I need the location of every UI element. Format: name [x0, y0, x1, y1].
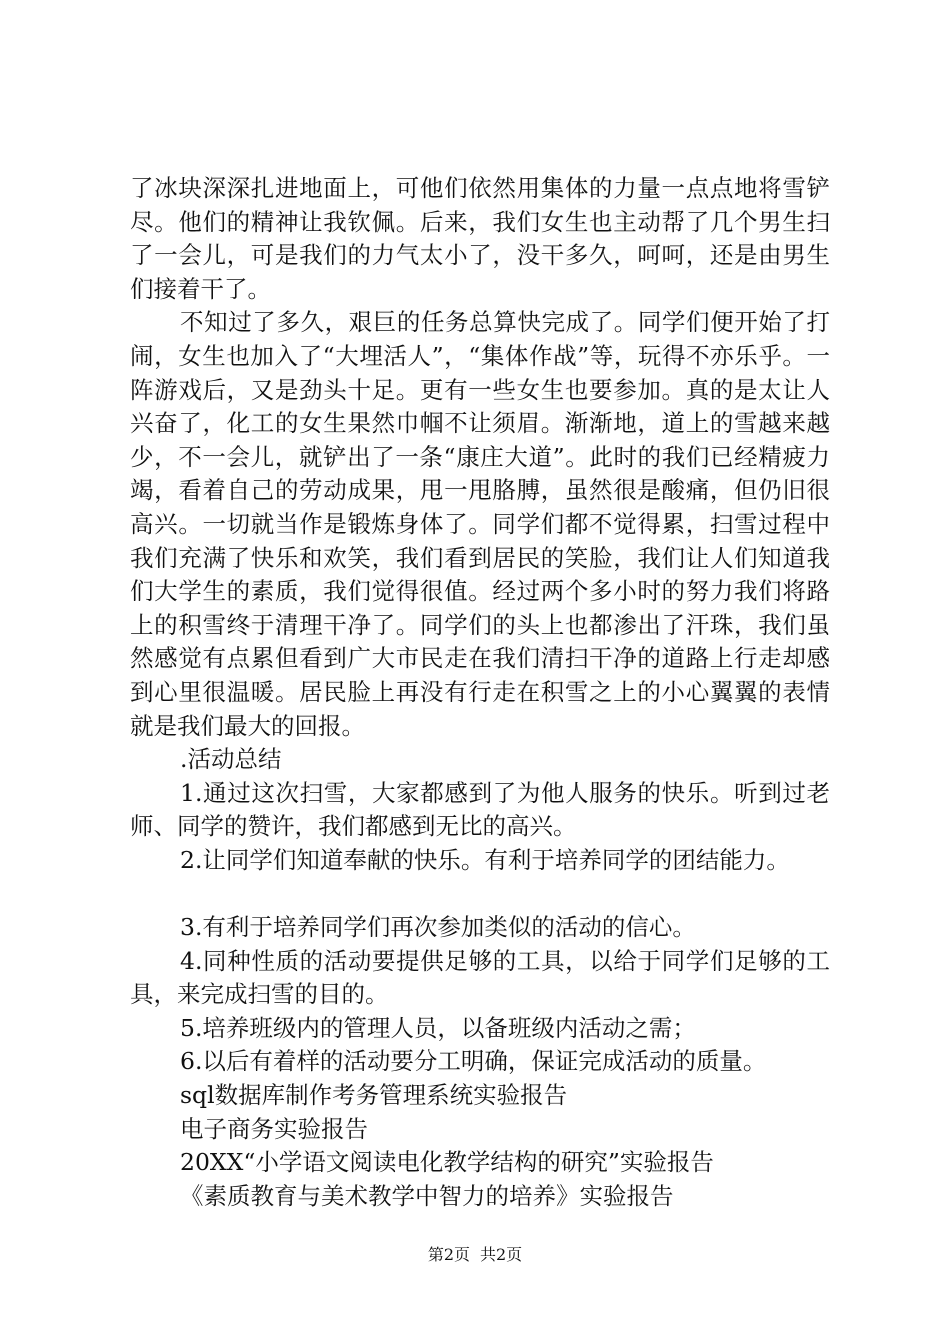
related-link-sql-report[interactable]: sql数据库制作考务管理系统实验报告: [180, 1081, 568, 1110]
related-link-chinese-reading-report[interactable]: 20XX“小学语文阅读电化教学结构的研究”实验报告: [180, 1148, 714, 1177]
page-number: 第2页: [427, 1245, 470, 1264]
document-body: [130, 172, 830, 1213]
summary-item-4: 4.同种性质的活动要提供足够的工具，以给于同学们足够的工具，来完成扫雪的目的。: [130, 946, 830, 1009]
summary-item-6: 6.以后有着样的活动要分工明确，保证完成活动的质量。: [180, 1047, 767, 1076]
related-link-ecommerce-report[interactable]: 电子商务实验报告: [180, 1114, 368, 1143]
summary-item-1: 1.通过这次扫雪，大家都感到了为他人服务的快乐。听到过老师、同学的赞许，我们都感到无比的高兴。: [130, 778, 830, 841]
section-heading-summary: .活动总结: [180, 745, 282, 774]
summary-item-5: 5.培养班级内的管理人员，以备班级内活动之需；: [180, 1013, 696, 1042]
blank-line: [130, 877, 830, 911]
page-total: 共2页: [480, 1245, 523, 1264]
summary-item-2: 2.让同学们知道奉献的快乐。有利于培养同学的团结能力。: [180, 845, 790, 874]
related-link-art-education-report[interactable]: 《素质教育与美术教学中智力的培养》实验报告: [180, 1181, 674, 1210]
summary-item-3: 3.有利于培养同学们再次参加类似的活动的信心。: [180, 913, 696, 942]
paragraph-snow-clearing-continued: 了冰块深深扎进地面上，可他们依然用集体的力量一点点地将雪铲尽。他们的精神让我钦佩。后来，我们女生也主动帮了几个男生扫了一会儿，可是我们的力气太小了，没干多久，呵呵，还是由男生们接着干了。: [130, 174, 830, 303]
page-footer: [0, 1245, 950, 1265]
paragraph-task-completion: 不知过了多久，艰巨的任务总算快完成了。同学们便开始了打闹，女生也加入了“大埋活人”，“集体作战”等，玩得不亦乐乎。一阵游戏后，又是劲头十足。更有一些女生也要参加。真的是太让人兴奋了，化工的女生果然巾帼不让须眉。渐渐地，道上的雪越来越少，不一会儿，就铲出了一条“康庄大道”。此时的我们已经精疲力竭，看着自己的劳动成果，甩一甩胳膊，虽然很是酸痛，但仍旧很高兴。一切就当作是锻炼身体了。同学们都不觉得累，扫雪过程中我们充满了快乐和欢笑，我们看到居民的笑脸，我们让人们知道我们大学生的素质，我们觉得很值。经过两个多小时的努力我们将路上的积雪终于清理干净了。同学们的头上也都渗出了汗珠，我们虽然感觉有点累但看到广大市民走在我们清扫干净的道路上行走却感到心里很温暖。居民脸上再没有行走在积雪之上的小心翼翼的表情就是我们最大的回报。: [130, 308, 830, 740]
